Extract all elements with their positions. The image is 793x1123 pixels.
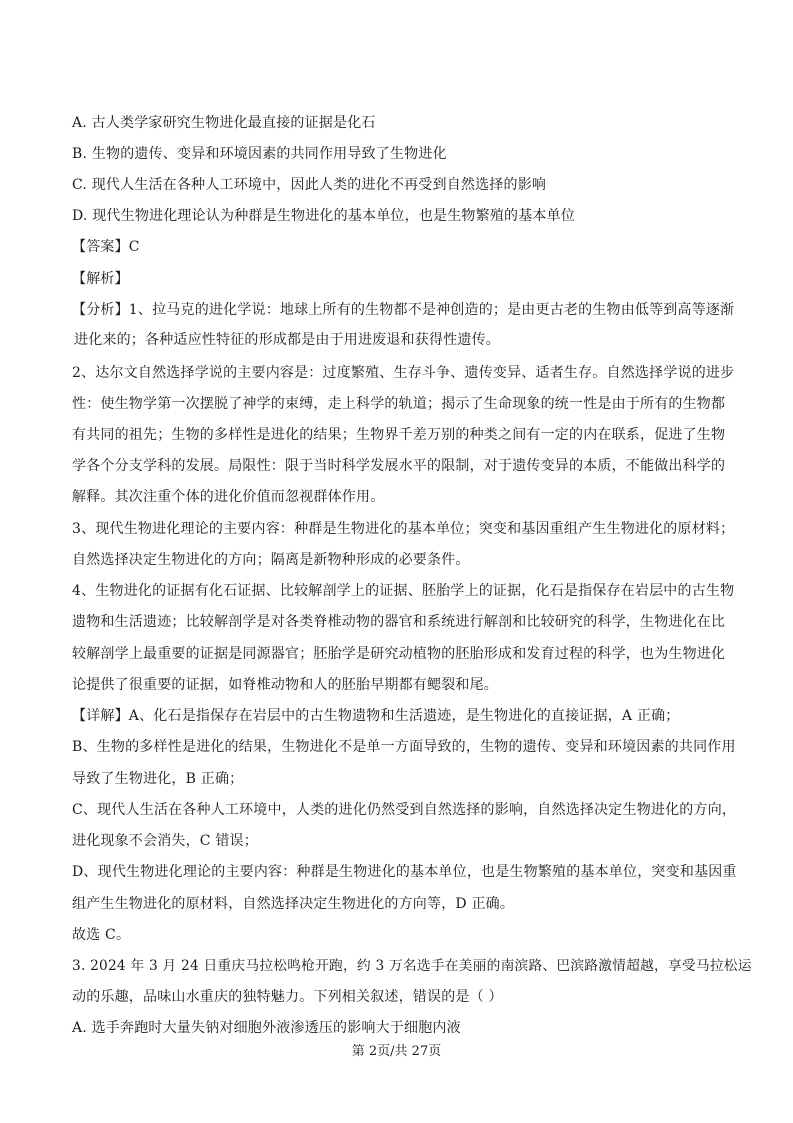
analysis-line: 自然选择决定生物进化的方向；隔离是新物种形成的必要条件。 [72, 552, 470, 568]
analysis-line: 解释。其次注重个体的进化价值而忽视群体作用。 [72, 489, 385, 505]
option-b: B. 生物的遗传、变异和环境因素的共同作用导致了生物进化 [72, 146, 447, 162]
analysis-line: 遗物和生活遗迹；比较解剖学是对各类脊椎动物的器官和系统进行解剖和比较研究的科学，生物进化在比 [72, 614, 726, 630]
analysis-heading: 【解析】 [72, 271, 129, 287]
analysis-line: 学各个分支学科的发展。局限性：限于当时科学发展水平的限制，对于遗传变异的本质，不能做出科学的 [72, 458, 726, 474]
analysis-line: 4、生物进化的证据有化石证据、比较解剖学上的证据、胚胎学上的证据，化石是指保存在岩层中的古生物 [72, 583, 735, 599]
detail-line: 【详解】A、化石是指保存在岩层中的古生物遗物和生活遗迹，是生物进化的直接证据，A 正确； [72, 708, 680, 724]
analysis-line: 2、达尔文自然选择学说的主要内容是：过度繁殖、生存斗争、遗传变异、适者生存。自然选择学说的进步 [72, 365, 735, 381]
option-a: A. 古人类学家研究生物进化最直接的证据是化石 [72, 115, 376, 131]
analysis-line: 3、现代生物进化理论的主要内容：种群是生物进化的基本单位；突变和基因重组产生生物进化的原材料； [72, 521, 735, 537]
answer: 【答案】C [72, 239, 140, 255]
option-d: D. 现代生物进化理论认为种群是生物进化的基本单位，也是生物繁殖的基本单位 [72, 208, 576, 224]
analysis-line: 较解剖学上最重要的证据是同源器官；胚胎学是研究动植物的胚胎形成和发育过程的科学，也为生物进化 [72, 646, 726, 662]
analysis-line: 【分析】1、拉马克的进化学说：地球上所有的生物都不是神创造的；是由更古老的生物由低等到高等逐渐 [72, 302, 735, 318]
question-3-stem: 动的乐趣，品味山水重庆的独特魅力。下列相关叙述，错误的是（ ） [72, 989, 503, 1005]
detail-line: C、现代人生活在各种人工环境中，人类的进化仍然受到自然选择的影响，自然选择决定生物进化的方向， [72, 802, 737, 818]
detail-line: 故选 C。 [72, 927, 131, 943]
detail-line: 导致了生物进化，B 正确； [72, 771, 244, 787]
detail-line: D、现代生物进化理论的主要内容：种群是生物进化的基本单位，也是生物繁殖的基本单位，突变和基因重 [72, 864, 737, 880]
question-3-option-a: A. 选手奔跑时大量失钠对细胞外液渗透压的影响大于细胞内液 [72, 1020, 461, 1036]
detail-line: 组产生生物进化的原材料，自然选择决定生物进化的方向等，D 正确。 [72, 896, 515, 912]
analysis-line: 论提供了很重要的证据，如脊椎动物和人的胚胎早期都有鳃裂和尾。 [72, 677, 498, 693]
detail-line: 进化现象不会消失，C 错误； [72, 833, 258, 849]
question-3-stem: 3. 2024 年 3 月 24 日重庆马拉松鸣枪开跑，约 3 万名选手在美丽的南滨路、巴滨路激情超越，享受马拉松运 [72, 958, 752, 974]
detail-line: B、生物的多样性是进化的结果，生物进化不是单一方面导致的，生物的遗传、变异和环境因素的共同作用 [72, 739, 736, 755]
analysis-line: 有共同的祖先；生物的多样性是进化的结果；生物界千差万别的种类之间有一定的内在联系，促进了生物 [72, 427, 726, 443]
option-c: C. 现代人生活在各种人工环境中，因此人类的进化不再受到自然选择的影响 [72, 177, 547, 193]
analysis-line: 性：使生物学第一次摆脱了神学的束缚，走上科学的轨道；揭示了生命现象的统一性是由于所有的生物都 [72, 396, 726, 412]
analysis-line: 进化来的；各种适应性特征的形成都是由于用进废退和获得性遗传。 [74, 332, 500, 348]
page-number-footer: 第 2页/共 27页 [351, 1044, 442, 1059]
